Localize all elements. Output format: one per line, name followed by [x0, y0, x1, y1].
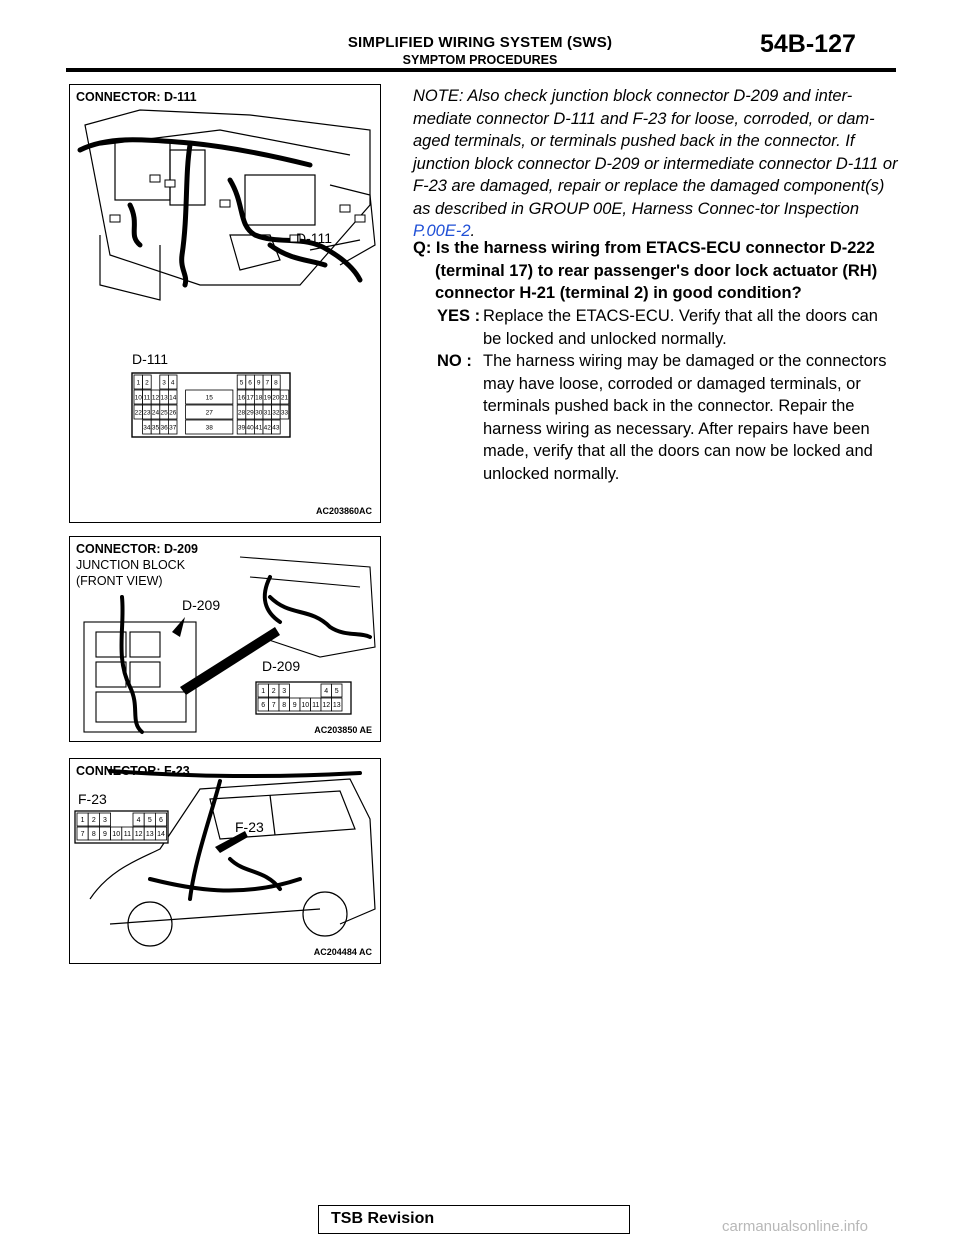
- pin-number: 14: [157, 831, 165, 838]
- pin-number: 11: [143, 394, 151, 402]
- pin-number: 43: [272, 424, 280, 432]
- pin-number: 28: [237, 409, 246, 417]
- pin-number: 31: [263, 409, 271, 417]
- pin-number: 27: [205, 409, 213, 417]
- pin-number: 39: [237, 424, 246, 432]
- answer-text: Replace the ETACS-ECU. Verify that all the doors can be locked and unlocked normally.: [483, 307, 878, 348]
- figure-connector-f23: [69, 758, 381, 964]
- pin-number: 4: [170, 379, 175, 387]
- pin-number: 7: [271, 702, 276, 709]
- pin-number: 30: [255, 409, 263, 417]
- pin-number: 6: [159, 817, 163, 824]
- pin-number: 42: [263, 424, 271, 432]
- answer-tag: NO :: [437, 352, 472, 370]
- pin-number: 18: [255, 394, 263, 402]
- note-paragraph: [413, 85, 898, 243]
- answer-tag: YES :: [437, 307, 481, 325]
- figure-code: AC204484 AC: [313, 947, 372, 957]
- pin-number: 4: [136, 817, 141, 824]
- pin-number: 19: [263, 394, 271, 402]
- pin-number: 32: [272, 409, 280, 417]
- callout-label: D-209: [182, 597, 221, 613]
- pin-number: 7: [80, 831, 85, 838]
- figure-caption-line2: (FRONT VIEW): [76, 574, 163, 588]
- pin-number: 11: [123, 831, 132, 838]
- figure-connector-d111: [69, 84, 381, 523]
- pin-number: 12: [151, 394, 160, 402]
- pin-number: 12: [322, 702, 331, 709]
- pin-number: 16: [237, 394, 246, 402]
- pin-number: 9: [292, 702, 297, 709]
- pin-number: 10: [301, 702, 310, 709]
- pin-number: 38: [205, 424, 213, 432]
- pin-number: 1: [80, 817, 85, 824]
- answer-no: [437, 350, 897, 485]
- page-number: 54B-127: [760, 30, 856, 58]
- figure-connector-d209: [69, 536, 381, 742]
- pin-number: 26: [169, 409, 177, 417]
- figure-title: CONNECTOR: F-23: [76, 764, 190, 778]
- figure-title: CONNECTOR: D-111: [76, 90, 197, 104]
- figure-code: AC203860AC: [315, 506, 372, 516]
- pin-number: 8: [282, 702, 287, 709]
- pin-number: 36: [160, 424, 168, 432]
- pin-number: 13: [145, 831, 154, 838]
- pin-number: 2: [91, 817, 96, 824]
- connector-label: D-111: [132, 351, 169, 367]
- pin-number: 15: [205, 394, 213, 402]
- pin-number: 10: [112, 831, 121, 838]
- pin-number: 29: [246, 409, 254, 417]
- pin-number: 3: [162, 379, 166, 387]
- pin-number: 25: [160, 409, 168, 417]
- pin-number: 1: [136, 379, 141, 387]
- pin-number: 13: [332, 702, 341, 709]
- pin-number: 13: [160, 394, 168, 402]
- pin-number: 1: [261, 688, 266, 695]
- pin-number: 2: [271, 688, 276, 695]
- inspection-link[interactable]: P.00E-2: [413, 222, 471, 240]
- answer-yes: [437, 305, 897, 350]
- pin-number: 6: [261, 702, 266, 709]
- vehicle-harness-illustration: [70, 759, 380, 963]
- pin-number: 5: [334, 688, 339, 695]
- pin-number: 8: [274, 379, 278, 387]
- pin-number: 6: [248, 379, 252, 387]
- pin-number: 8: [91, 831, 96, 838]
- pin-number: 3: [282, 688, 287, 695]
- note-text: NOTE: Also check junction block connector D-209 and inter-mediate connector D-111 and F-23 for loose, corroded, or dam-aged terminals, or terminals pushed back in the connector. If junction block connector D-209 or intermediate connector D-111 or F-23 are damaged, repair or replace the damaged component(s) as described in GROUP 00E, Harness Connec-tor Inspection: [413, 87, 898, 218]
- figure-code: AC203850 AE: [314, 725, 372, 735]
- callout-label: F-23: [235, 819, 264, 835]
- pin-number: 3: [103, 817, 107, 824]
- footer-tsb-revision: [318, 1205, 630, 1234]
- answer-text: The harness wiring may be damaged or the connectors may have loose, corroded or damaged terminals, or terminals pushed back in the connector. Repair the harness wiring as necessary. After repairs have been made, verify that all the doors can now be locked and unlocked normally.: [483, 352, 887, 483]
- pin-number: 41: [255, 424, 263, 432]
- pin-number: 5: [147, 817, 152, 824]
- pin-number: 14: [169, 394, 177, 402]
- question: Q: Is the harness wiring from ETACS-ECU connector D-222 (terminal 17) to rear passenger's door lock actuator (RH) connector H-21 (terminal 2) in good condition?: [413, 239, 878, 302]
- header-rule: [66, 68, 896, 72]
- pin-number: 10: [134, 394, 142, 402]
- pin-number: 7: [265, 379, 270, 387]
- pin-number: 11: [312, 702, 320, 709]
- pin-number: 21: [280, 394, 289, 402]
- pin-number: 23: [143, 409, 151, 417]
- pin-number: 37: [169, 424, 177, 432]
- pin-number: 9: [103, 831, 107, 838]
- pin-number: 24: [151, 409, 160, 417]
- pin-number: 2: [145, 379, 149, 387]
- pin-number: 20: [272, 394, 280, 402]
- page-header-title: SIMPLIFIED WIRING SYSTEM (SWS): [347, 34, 613, 51]
- figure-caption-line1: JUNCTION BLOCK: [76, 558, 186, 572]
- note-end: .: [470, 222, 476, 240]
- page-header-subtitle: SYMPTOM PROCEDURES: [402, 53, 558, 67]
- figure-title: CONNECTOR: D-209: [76, 542, 199, 556]
- connector-label: D-209: [262, 658, 301, 674]
- pin-number: 5: [239, 379, 244, 387]
- pin-number: 9: [256, 379, 261, 387]
- pin-number: 40: [246, 424, 254, 432]
- footer-label: TSB Revision: [331, 1210, 435, 1227]
- pin-number: 4: [324, 688, 329, 695]
- pin-number: 17: [246, 394, 254, 402]
- connector-label: F-23: [78, 791, 107, 807]
- pin-number: 34: [143, 424, 151, 432]
- watermark: carmanualsonline.info: [722, 1218, 868, 1235]
- pin-number: 35: [151, 424, 160, 432]
- pin-number: 33: [280, 409, 289, 417]
- connector-pinout-d111: [70, 85, 380, 522]
- pin-number: 12: [134, 831, 143, 838]
- pin-number: 22: [134, 409, 142, 417]
- callout-label: D-111: [296, 230, 333, 246]
